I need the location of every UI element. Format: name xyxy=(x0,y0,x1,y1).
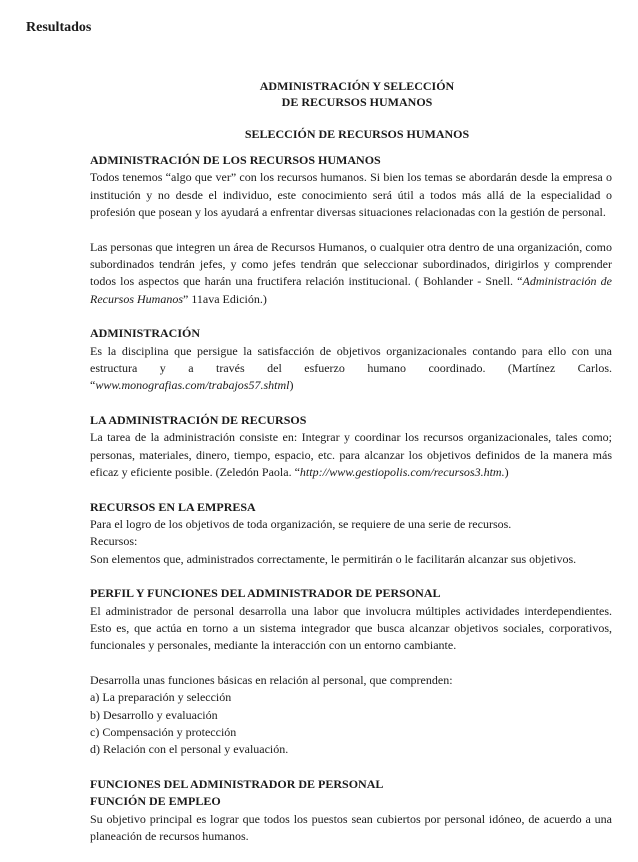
heading-recursos-empresa: RECURSOS EN LA EMPRESA xyxy=(90,499,256,514)
paragraph-bohlander: Las personas que integren un área de Recursos Humanos, o cualquier otra dentro de una organización, como subordinados tendrán jefes, y como jefes tendrán que seleccionar subordinados, dirigirlos y comprender todos los aspectos que harán una fructifera relación institucional. ( Bohlander - Snell. “Administración de Recursos Humanos” 11ava Edición.) xyxy=(90,239,612,306)
heading-administracion: ADMINISTRACIÓN xyxy=(90,326,201,341)
title-line-1: ADMINISTRACIÓN Y SELECCIÓN xyxy=(259,79,455,93)
paragraph: Es la disciplina que persigue la satisfacción de objetivos organizacionales contando para ello con una estructura y a través del esfuerzo humano coordinado. (Martínez Carlos. “www.monografias.com/trabajos57.shtml) xyxy=(90,343,612,393)
book-title: Administración de Recursos Humanos xyxy=(90,274,612,306)
heading-funciones: FUNCIONES DEL ADMINISTRADOR DE PERSONAL xyxy=(90,776,384,791)
paragraph: Su objetivo principal es lograr que todos los puestos sean cubiertos por personal idóneo, de acuerdo a una planeación de recursos humanos. xyxy=(90,811,612,843)
section-recursos-empresa xyxy=(90,499,612,569)
line: Para el logro de los objetivos de toda organización, se requiere de una serie de recursos. xyxy=(90,516,512,531)
paragraph: El administrador de personal desarrolla una labor que involucra múltiples actividades interdependientes. Esto es, que actúa en torno a un sistema integrador que busca alcanzar objetivos sociales, corporativos, funcionales y personales, mediante la interacción con un entorno cambiante. xyxy=(90,603,612,653)
heading-admin-rrhh: ADMINISTRACIÓN DE LOS RECURSOS HUMANOS xyxy=(90,153,381,167)
line: Recursos: xyxy=(90,534,138,549)
subtitle: SELECCIÓN DE RECURSOS HUMANOS xyxy=(244,127,470,141)
section-admin-recursos xyxy=(90,412,612,482)
list-item: c) Compensación y protección xyxy=(90,724,237,739)
heading-perfil: PERFIL Y FUNCIONES DEL ADMINISTRADOR DE PERSONAL xyxy=(90,586,441,601)
paragraph: Desarrolla unas funciones básicas en relación al personal, que comprenden: xyxy=(90,672,453,687)
list-item: a) La preparación y selección xyxy=(90,690,232,705)
heading-funcion-empleo: FUNCIÓN DE EMPLEO xyxy=(90,794,221,809)
title-block xyxy=(0,78,638,142)
section-admin-rrhh xyxy=(90,152,612,308)
list-item: d) Relación con el personal y evaluación. xyxy=(90,742,289,757)
line: Son elementos que, administrados correctamente, le permitirán o le facilitarán alcanzar sus objetivos. xyxy=(90,551,577,566)
reference-url: www.monografias.com/trabajos57.shtml xyxy=(95,378,290,393)
heading-admin-recursos: LA ADMINISTRACIÓN DE RECURSOS xyxy=(90,412,307,427)
title-line-2: DE RECURSOS HUMANOS xyxy=(281,95,433,109)
section-funciones xyxy=(90,776,612,846)
document-body xyxy=(90,152,612,862)
section-perfil xyxy=(90,585,612,759)
paragraph: La tarea de la administración consiste en: Integrar y coordinar los recursos organizacionales, tales como; personas, materiales, dinero, tiempo, espacio, etc. para alcanzar los objetivos definidos de la manera más eficaz y eficiente posible. (Zeledón Paola. “http://www.gestiopolis.com/recursos3.htm.) xyxy=(90,430,612,480)
list-item: b) Desarrollo y evaluación xyxy=(90,707,218,722)
reference-url: http://www.gestiopolis.com/recursos3.htm. xyxy=(299,465,505,480)
paragraph: Todos tenemos “algo que ver” con los recursos humanos. Si bien los temas se abordarán desde la empresa o institución y no desde el individuo, este conocimiento será útil a todos más allá de la especialidad o profesión que posean y los ayudará a enfrentar diversas situaciones relacionadas con la gestión de personal. xyxy=(90,170,612,220)
section-administracion xyxy=(90,325,612,395)
section-heading-resultados: Resultados xyxy=(26,20,92,35)
